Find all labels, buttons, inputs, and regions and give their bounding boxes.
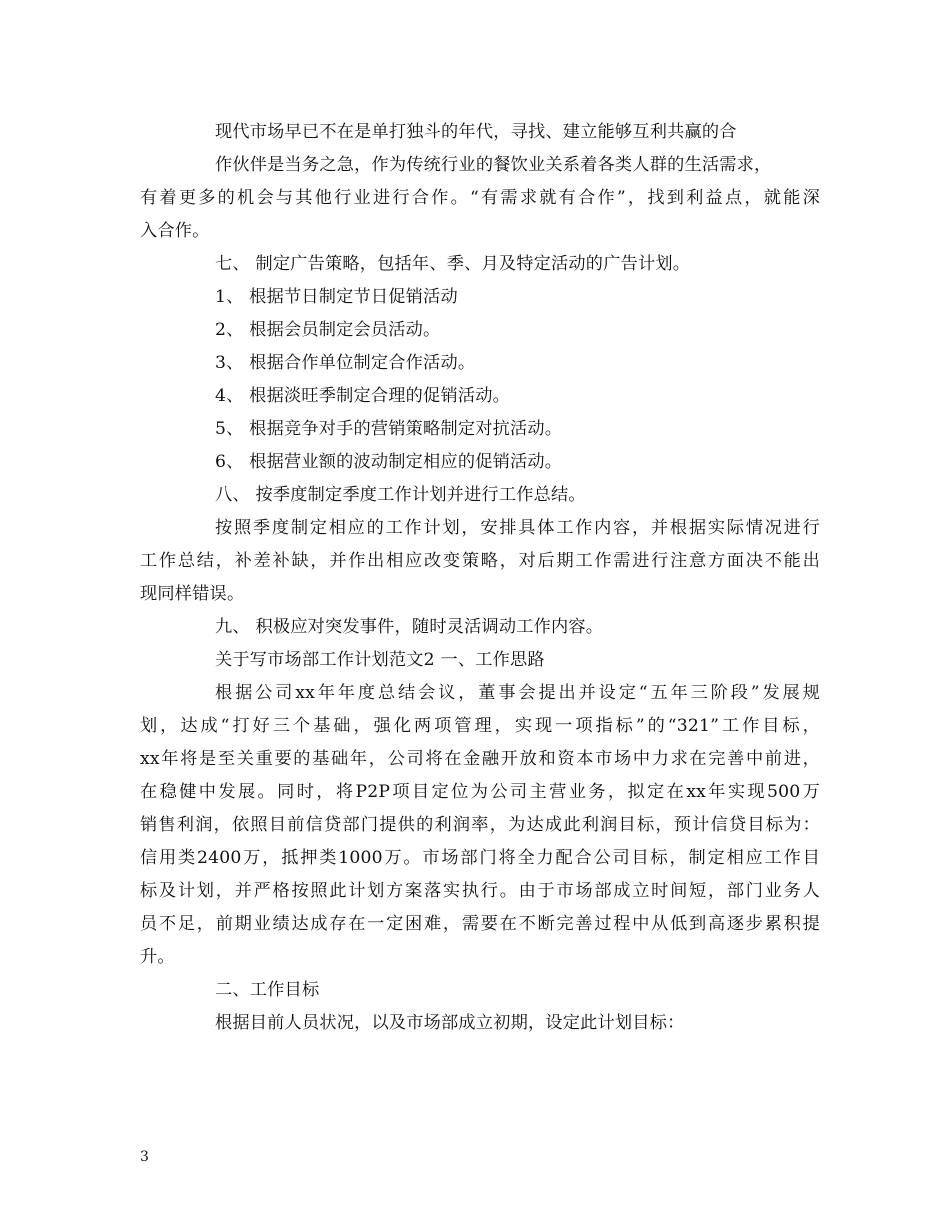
text-line: 九、 积极应对突发事件，随时灵活调动工作内容。 (215, 617, 604, 637)
text-line: 八、 按季度制定季度工作计划并进行工作总结。 (215, 485, 586, 505)
text-line: xx年将是至关重要的基础年，公司将在金融开放和资本市场中力求在完善中前进， (140, 749, 820, 769)
text-line: 2、 根据会员制定会员活动。 (215, 320, 441, 340)
text-line: 在稳健中发展。同时，将P2P项目定位为公司主营业务，拟定在xx年实现500万 (140, 782, 820, 802)
text-line: 关于写市场部工作计划范文2 一、工作思路 (215, 650, 545, 670)
text-line: 信用类2400万，抵押类1000万。市场部门将全力配合公司目标，制定相应工作目 (140, 848, 820, 868)
text-line: 现代市场早已不在是单打独斗的年代，寻找、建立能够互利共赢的合 (215, 122, 737, 142)
text-line: 升。 (140, 947, 175, 967)
text-line: 标及计划，并严格按照此计划方案落实执行。由于市场部成立时间短，部门业务人 (140, 881, 820, 901)
page-number: 3 (140, 1149, 149, 1165)
text-line: 有着更多的机会与其他行业进行合作。“有需求就有合作”，找到利益点，就能深 (140, 188, 820, 208)
text-line: 划，达成“打好三个基础，强化两项管理，实现一项指标”的“321”工作目标， (140, 716, 820, 736)
text-line: 销售利润，依照目前信贷部门提供的利润率，为达成此利润目标，预计信贷目标为： (140, 815, 820, 835)
text-line: 入合作。 (140, 221, 210, 241)
text-line: 1、 根据节日制定节日促销活动 (215, 287, 458, 307)
text-line: 工作总结，补差补缺，并作出相应改变策略，对后期工作需进行注意方面决不能出 (140, 551, 820, 571)
text-line: 4、 根据淡旺季制定合理的促销活动。 (215, 386, 511, 406)
text-line: 根据公司xx年年度总结会议，董事会提出并设定“五年三阶段”发展规 (215, 683, 820, 703)
text-line: 根据目前人员状况，以及市场部成立初期，设定此计划目标： (215, 1013, 685, 1033)
text-line: 员不足，前期业绩达成存在一定困难，需要在不断完善过程中从低到高逐步累积提 (140, 914, 820, 934)
text-line: 6、 根据营业额的波动制定相应的促销活动。 (215, 452, 563, 472)
text-line: 七、 制定广告策略，包括年、季、月及特定活动的广告计划。 (215, 254, 691, 274)
text-line: 3、 根据合作单位制定合作活动。 (215, 353, 476, 373)
text-line: 作伙伴是当务之急，作为传统行业的餐饮业关系着各类人群的生活需求， (215, 155, 772, 175)
text-line: 按照季度制定相应的工作计划，安排具体工作内容，并根据实际情况进行 (215, 518, 820, 538)
text-line: 二、工作目标 (215, 980, 320, 1000)
text-line: 5、 根据竞争对手的营销策略制定对抗活动。 (215, 419, 563, 439)
text-line: 现同样错误。 (140, 584, 245, 604)
document-body (140, 116, 820, 1040)
